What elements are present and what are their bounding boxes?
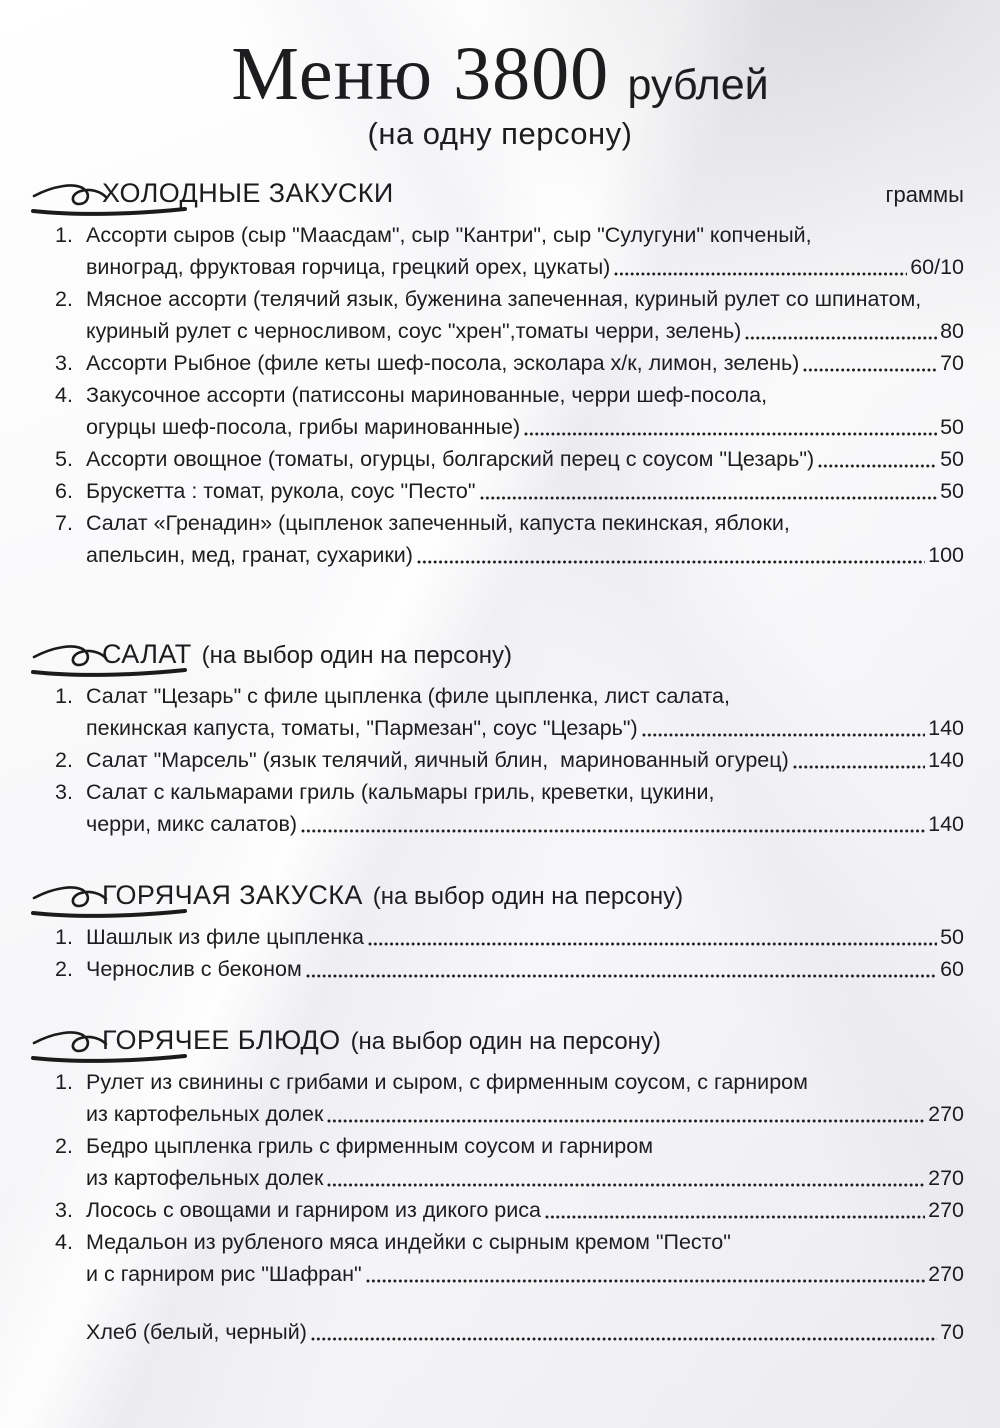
item-number: 1. (55, 925, 73, 949)
menu-section (36, 639, 964, 840)
menu-item-line (55, 251, 964, 283)
dot-leader (480, 496, 938, 500)
menu-item-line (55, 712, 964, 744)
menu-item-line (55, 539, 964, 571)
item-number: 1. (55, 223, 73, 247)
menu-item-line (55, 411, 964, 443)
menu-item-line (55, 680, 964, 712)
menu-item-line (55, 808, 964, 840)
section-title: ГОРЯЧАЯ ЗАКУСКА (102, 880, 363, 910)
dot-leader (793, 765, 925, 769)
item-text: Хлеб (белый, черный) (86, 1320, 307, 1344)
menu-item-line (55, 475, 964, 507)
item-text: Салат "Марсель" (язык телячий, яичный блин, маринованный огурец) (86, 748, 789, 772)
item-weight: 270 (928, 1262, 964, 1286)
item-weight: 50 (940, 479, 964, 503)
section-flourish-icon (31, 179, 189, 221)
item-weight: 50 (940, 415, 964, 439)
menu-item-line (55, 443, 964, 475)
menu-item-line (55, 379, 964, 411)
item-weight: 60 (940, 957, 964, 981)
section-flourish-icon (31, 1026, 189, 1068)
item-text: огурцы шеф-посола, грибы маринованные) (86, 415, 521, 439)
menu-items (36, 921, 964, 985)
item-text: виноград, фруктовая горчица, грецкий орех, цукаты) (86, 255, 611, 279)
item-text: Чернослив с беконом (86, 957, 302, 981)
dot-leader (524, 432, 937, 436)
dot-leader (327, 1183, 925, 1187)
item-text: Закусочное ассорти (патиссоны маринованные, черри шеф-посола, (86, 383, 768, 407)
item-number: 4. (55, 1230, 73, 1254)
item-text: и с гарниром рис "Шафран" (86, 1262, 362, 1286)
item-weight: 270 (928, 1102, 964, 1126)
item-weight: 270 (928, 1166, 964, 1190)
menu-section (36, 178, 964, 571)
item-text: Мясное ассорти (телячий язык, буженина запеченная, куриный рулет со шпинатом, (86, 287, 922, 311)
section-header (36, 178, 964, 209)
section-flourish-icon (31, 640, 189, 682)
menu-item-line (55, 1258, 964, 1290)
item-number: 3. (55, 780, 73, 804)
section-header (36, 1025, 964, 1056)
dot-leader (745, 336, 937, 340)
item-weight: 70 (940, 1320, 964, 1344)
item-text: Салат с кальмарами гриль (кальмары гриль, креветки, цукини, (86, 780, 715, 804)
menu-item-line (55, 921, 964, 953)
item-text: Ассорти сыров (сыр "Маасдам", сыр "Кантри", сыр "Сулугуни" копченый, (86, 223, 812, 247)
item-number: 1. (55, 1070, 73, 1094)
dot-leader (366, 1279, 925, 1283)
menu-item-line (55, 1066, 964, 1098)
menu-sections (36, 178, 964, 1348)
item-text: черри, микс салатов) (86, 812, 298, 836)
item-text: Медальон из рубленого мяса индейки с сырным кремом "Песто" (86, 1230, 731, 1254)
item-text: пекинская капуста, томаты, "Пармезан", соус "Цезарь") (86, 716, 638, 740)
menu-item-line (55, 776, 964, 808)
item-weight: 140 (928, 716, 964, 740)
dot-leader (614, 272, 907, 276)
menu-header (36, 32, 964, 152)
item-number: 2. (55, 287, 73, 311)
menu-item-line (55, 347, 964, 379)
dot-leader (818, 464, 937, 468)
item-weight: 100 (928, 543, 964, 567)
item-number: 3. (55, 351, 73, 375)
item-weight: 80 (940, 319, 964, 343)
section-title: ХОЛОДНЫЕ ЗАКУСКИ (102, 178, 394, 208)
dot-leader (306, 974, 937, 978)
section-header (36, 880, 964, 911)
item-number: 2. (55, 957, 73, 981)
item-text: Шашлык из филе цыпленка (86, 925, 364, 949)
item-text: из картофельных долек (86, 1102, 324, 1126)
item-number: 2. (55, 1134, 73, 1158)
item-weight: 60/10 (910, 255, 964, 279)
menu-item-line (55, 219, 964, 251)
item-weight: 50 (940, 447, 964, 471)
menu-section (36, 880, 964, 985)
dot-leader (545, 1215, 925, 1219)
menu-item-line (55, 315, 964, 347)
menu-item-line (55, 744, 964, 776)
item-number: 7. (55, 511, 73, 535)
item-text: Брускетта : томат, рукола, соус "Песто" (86, 479, 476, 503)
item-weight: 270 (928, 1198, 964, 1222)
item-text: апельсин, мед, гранат, сухарики) (86, 543, 413, 567)
menu-item-line (55, 1098, 964, 1130)
menu-subtitle: (на одну персону) (367, 116, 633, 151)
item-number: 1. (55, 684, 73, 708)
menu-item-line (55, 507, 964, 539)
item-number: 4. (55, 383, 73, 407)
item-text: Ассорти овощное (томаты, огурцы, болгарский перец с соусом "Цезарь") (86, 447, 815, 471)
item-text: Ассорти Рыбное (филе кеты шеф-посола, эсколара х/к, лимон, зелень) (86, 351, 800, 375)
menu-items (36, 219, 964, 571)
grams-column-label: граммы (885, 182, 964, 207)
item-text: Рулет из свинины с грибами и сыром, с фирменным соусом, с гарниром (86, 1070, 808, 1094)
dot-leader (803, 368, 937, 372)
item-number: 3. (55, 1198, 73, 1222)
dot-leader (368, 942, 937, 946)
item-text: Бедро цыпленка гриль с фирменным соусом и гарниром (86, 1134, 653, 1158)
bread-item (36, 1316, 964, 1348)
menu-item-line (55, 283, 964, 315)
item-weight: 50 (940, 925, 964, 949)
menu-title-currency: рублей (627, 61, 769, 109)
dot-leader (327, 1119, 925, 1123)
menu-item-line (55, 1316, 964, 1348)
menu-items (36, 680, 964, 840)
section-title: САЛАТ (102, 639, 192, 669)
dot-leader (311, 1337, 937, 1341)
item-text: куриный рулет с черносливом, соус "хрен",томаты черри, зелень) (86, 319, 742, 343)
section-subtitle: (на выбор один на персону) (350, 1028, 661, 1055)
section-flourish-icon (31, 881, 189, 923)
menu-item-line (55, 1162, 964, 1194)
item-text: Лосось с овощами и гарниром из дикого риса (86, 1198, 541, 1222)
menu-section (36, 1025, 964, 1290)
menu-title: Меню 3800 (231, 32, 610, 116)
dot-leader (642, 733, 925, 737)
item-number: 6. (55, 479, 73, 503)
dot-leader (301, 829, 925, 833)
menu-item-line (55, 1194, 964, 1226)
section-subtitle: (на выбор один на персону) (201, 642, 512, 669)
item-weight: 70 (940, 351, 964, 375)
item-weight: 140 (928, 748, 964, 772)
item-text: Салат "Цезарь" с филе цыпленка (филе цыпленка, лист салата, (86, 684, 730, 708)
section-header (36, 639, 964, 670)
menu-items (36, 1066, 964, 1290)
item-text: Салат «Гренадин» (цыпленок запеченный, капуста пекинская, яблоки, (86, 511, 790, 535)
menu-item-line (55, 1226, 964, 1258)
dot-leader (417, 560, 925, 564)
section-subtitle: (на выбор один на персону) (372, 883, 684, 910)
item-text: из картофельных долек (86, 1166, 324, 1190)
section-title: ГОРЯЧЕЕ БЛЮДО (102, 1025, 341, 1055)
item-weight: 140 (928, 812, 964, 836)
menu-title-line (36, 32, 964, 116)
item-number: 5. (55, 447, 73, 471)
item-number: 2. (55, 748, 73, 772)
menu-item-line (55, 1130, 964, 1162)
menu-item-line (55, 953, 964, 985)
